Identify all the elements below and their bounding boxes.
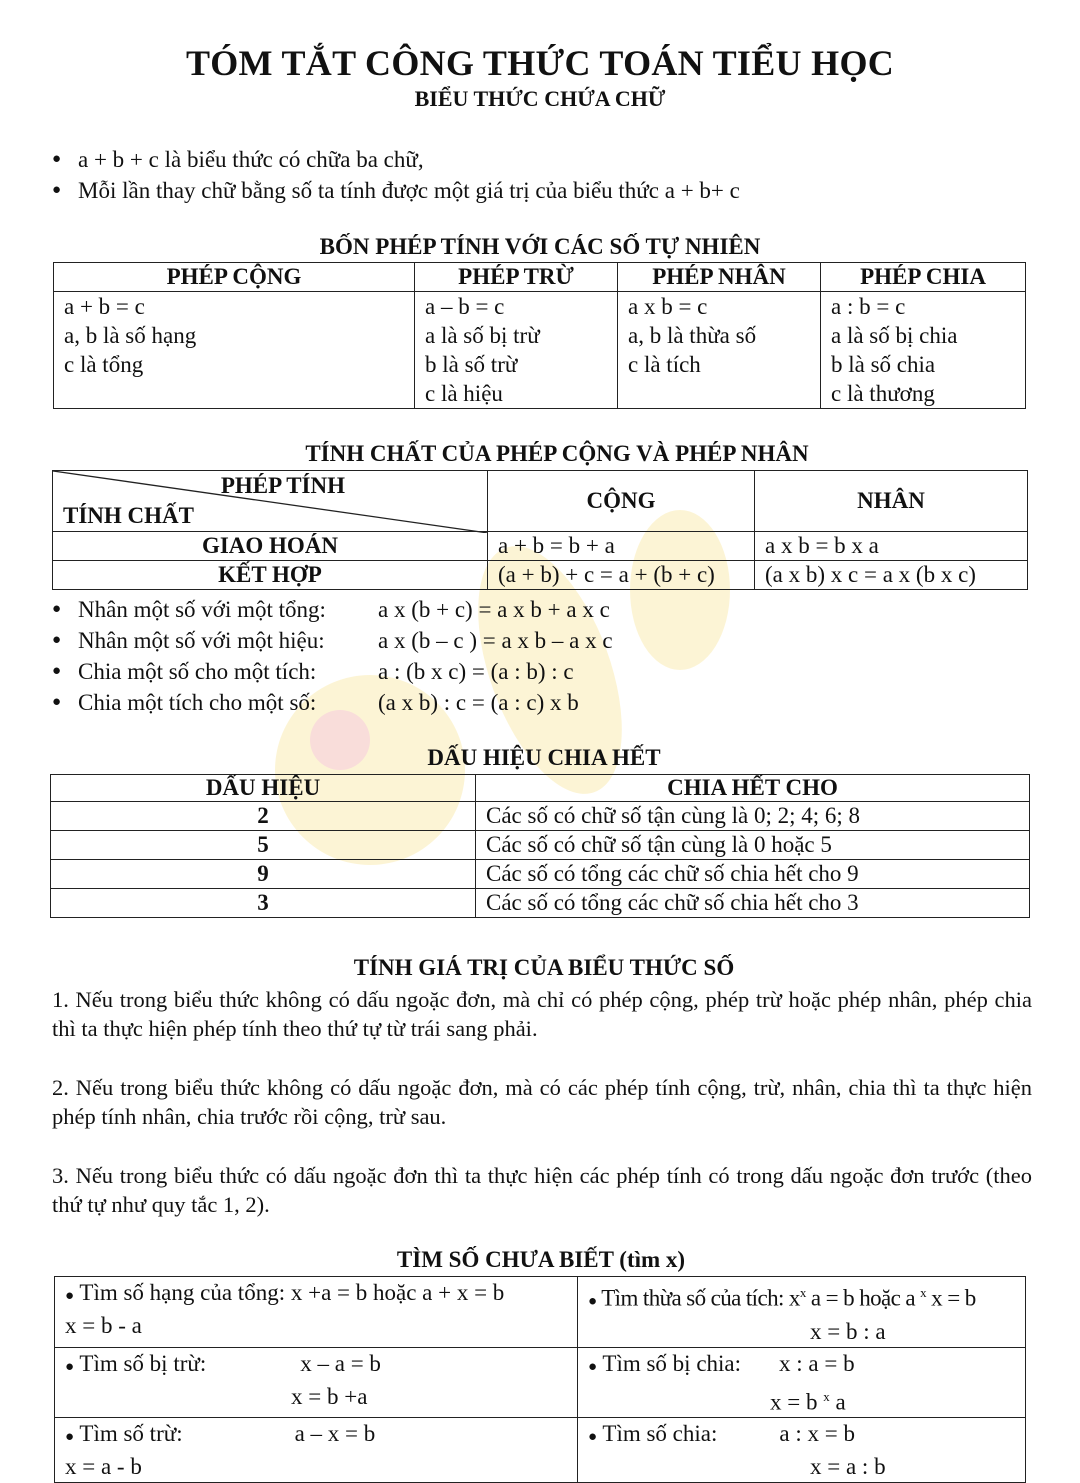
ops-header: PHÉP NHÂN: [618, 263, 821, 292]
props-diag-header: [53, 471, 488, 532]
diag-bottom-label: TÍNH CHẤT: [63, 503, 194, 528]
ops-line: a + b = c: [64, 294, 145, 319]
table-row: [53, 532, 1028, 561]
eval-rule-3: 3. Nếu trong biểu thức có dấu ngoặc đơn thì ta thực hiện các phép tính có trong dấu ngoặc đơn trước (theo thứ tự như quy tắc 1, 2).: [52, 1163, 1032, 1217]
ops-line: a, b là số hạng: [64, 323, 197, 348]
rule-formula: a : (b x c) = (a : b) : c: [378, 659, 574, 684]
findx-cell: ● Tìm thừa số của tích: $x^x$ a = b hoặc a $^x$ x = b x = b : a: [578, 1277, 1026, 1348]
intro-bullets: [52, 144, 740, 206]
ops-line: a là số bị chia: [831, 323, 958, 348]
findx-cell: ● Tìm số trừ: a – x = b x = a - b: [55, 1418, 578, 1483]
findx-label-mid: a = b hoặc a: [805, 1285, 921, 1311]
ops-cell-div: [821, 292, 1026, 409]
ops-line: c là tổng: [64, 352, 144, 377]
props-col-add: CỘNG: [488, 471, 755, 532]
table-row: [51, 802, 1030, 831]
div-number: 3: [51, 889, 476, 918]
table-row: [53, 561, 1028, 590]
rule-label: Chia một tích cho một số:: [78, 690, 317, 715]
div-number: 9: [51, 860, 476, 889]
div-header: CHIA HẾT CHO: [476, 775, 1030, 802]
props-section-title: TÍNH CHẤT CỦA PHÉP CỘNG VÀ PHÉP NHÂN: [305, 441, 809, 466]
page-title: TÓM TẮT CÔNG THỨC TOÁN TIỂU HỌC: [185, 43, 895, 83]
div-rule: Các số có tổng các chữ số chia hết cho 3: [476, 889, 1030, 918]
findx-section-title: TÌM SỐ CHƯA BIẾT (tìm x): [396, 1247, 686, 1272]
findx-label: Tìm số hạng của tổng: x +a = b hoặc a + x = b: [79, 1280, 505, 1305]
findx-eq: x : a = b: [779, 1350, 855, 1376]
ops-line: a, b là thừa số: [628, 323, 757, 348]
findx-label-end: x = b: [926, 1285, 976, 1311]
diag-top-label: PHÉP TÍNH: [220, 473, 345, 498]
findx-result: x = a : b: [810, 1454, 886, 1480]
ops-line: a – b = c: [425, 294, 505, 319]
div-number: 5: [51, 831, 476, 860]
rule-formula: a x (b + c) = a x b + a x c: [378, 597, 610, 622]
prop-name: GIAO HOÁN: [53, 532, 488, 561]
findx-label: Tìm số bị trừ:: [79, 1350, 207, 1376]
findx-label: Tìm thừa số của tích: x: [601, 1285, 800, 1311]
findx-cell: ● Tìm số bị chia: x : a = b x = b $^x$ a: [578, 1347, 1026, 1418]
prop-mul: (a x b) x c = a x (b x c): [755, 561, 1028, 590]
ops-section-title: BỐN PHÉP TÍNH VỚI CÁC SỐ TỰ NHIÊN: [319, 234, 761, 259]
findx-result: x = b : a: [810, 1318, 886, 1344]
ops-table: [53, 262, 1026, 409]
ops-header: PHÉP TRỪ: [415, 263, 618, 292]
ops-cell-add: [54, 292, 415, 409]
prop-mul: a x b = b x a: [755, 532, 1028, 561]
table-row: [55, 1418, 1026, 1483]
intro-bullet: ● Mỗi lần thay chữ bằng số ta tính được một giá trị của biểu thức a + b+ c: [52, 175, 740, 206]
ops-header: PHÉP CHIA: [821, 263, 1026, 292]
rule-label: Chia một số cho một tích:: [78, 659, 317, 684]
table-row: [55, 1347, 1026, 1418]
ops-line: c là thương: [831, 381, 935, 406]
rule-label: Nhân một số với một hiệu:: [78, 628, 325, 653]
table-row: [51, 831, 1030, 860]
rule-formula: (a x b) : c = (a : c) x b: [378, 690, 579, 715]
eval-rule-2: 2. Nếu trong biểu thức không có dấu ngoặc đơn, mà có các phép tính cộng, trừ, nhân, chia thì ta thực hiện phép tính nhân, chia trước rồi cộng, trừ sau.: [52, 1075, 1032, 1129]
ops-line: b là số chia: [831, 352, 936, 377]
findx-cell: ● Tìm số hạng của tổng: x +a = b hoặc a + x = b x = b - a: [55, 1277, 578, 1348]
times-sup: x: [799, 1285, 806, 1300]
prop-name: KẾT HỢP: [53, 561, 488, 590]
times-sup: x: [920, 1285, 927, 1300]
eval-rule-1: 1. Nếu trong biểu thức không có dấu ngoặc đơn, mà chỉ có phép cộng, phép trừ hoặc phép nhân, phép chia thì ta thực hiện phép tính theo thứ tự từ trái sang phải.: [52, 987, 1032, 1041]
findx-label: Tìm số chia:: [602, 1421, 718, 1447]
findx-eq: x – a = b: [300, 1350, 381, 1376]
div-rule: Các số có chữ số tận cùng là 0 hoặc 5: [476, 831, 1030, 860]
ops-line: c là tích: [628, 352, 701, 377]
div-section-title: DẤU HIỆU CHIA HẾT: [427, 745, 661, 770]
props-table: [52, 470, 1028, 590]
eval-section-title: TÍNH GIÁ TRỊ CỦA BIỂU THỨC SỐ: [353, 955, 735, 980]
ops-header: PHÉP CỘNG: [54, 263, 415, 292]
table-row: [51, 860, 1030, 889]
ops-cell-sub: [415, 292, 618, 409]
props-col-mul: NHÂN: [755, 471, 1028, 532]
findx-eq: a – x = b: [294, 1421, 376, 1447]
findx-table: [54, 1276, 1026, 1483]
table-row: [55, 1277, 1026, 1348]
rule-label: Nhân một số với một tổng:: [78, 597, 326, 622]
findx-cell: ● Tìm số chia: a : x = b x = a : b: [578, 1418, 1026, 1483]
ops-line: a x b = c: [628, 294, 708, 319]
times-sup: x: [823, 1388, 830, 1404]
div-table: [50, 774, 1030, 918]
findx-result: x = a - b: [65, 1454, 142, 1480]
table-row: [51, 889, 1030, 918]
findx-label: Tìm số bị chia:: [602, 1350, 742, 1376]
findx-result: x = b - a: [65, 1313, 142, 1338]
findx-cell: ● Tìm số bị trừ: x – a = b x = b +a: [55, 1347, 578, 1418]
findx-label: Tìm số trừ:: [79, 1421, 183, 1447]
intro-bullet: ● a + b + c là biểu thức có chữa ba chữ,: [52, 144, 740, 175]
findx-result: x = b +a: [291, 1383, 368, 1409]
prop-add: a + b = b + a: [488, 532, 755, 561]
div-number: 2: [51, 802, 476, 831]
div-rule: Các số có tổng các chữ số chia hết cho 9: [476, 860, 1030, 889]
ops-line: a là số bị trừ: [425, 323, 540, 348]
rule-formula: a x (b – c ) = a x b – a x c: [378, 628, 613, 653]
page-subtitle: BIỂU THỨC CHỨA CHỮ: [414, 86, 666, 111]
findx-eq: a : x = b: [779, 1421, 855, 1447]
div-header: DẤU HIỆU: [51, 775, 476, 802]
ops-line: c là hiệu: [425, 381, 503, 406]
ops-line: a : b = c: [831, 294, 906, 319]
prop-add: (a + b) + c = a + (b + c): [488, 561, 755, 590]
ops-cell-mul: [618, 292, 821, 409]
ops-line: b là số trừ: [425, 352, 518, 377]
findx-result: x = b $^x$ a: [770, 1388, 846, 1415]
div-rule: Các số có chữ số tận cùng là 0; 2; 4; 6; 8: [476, 802, 1030, 831]
